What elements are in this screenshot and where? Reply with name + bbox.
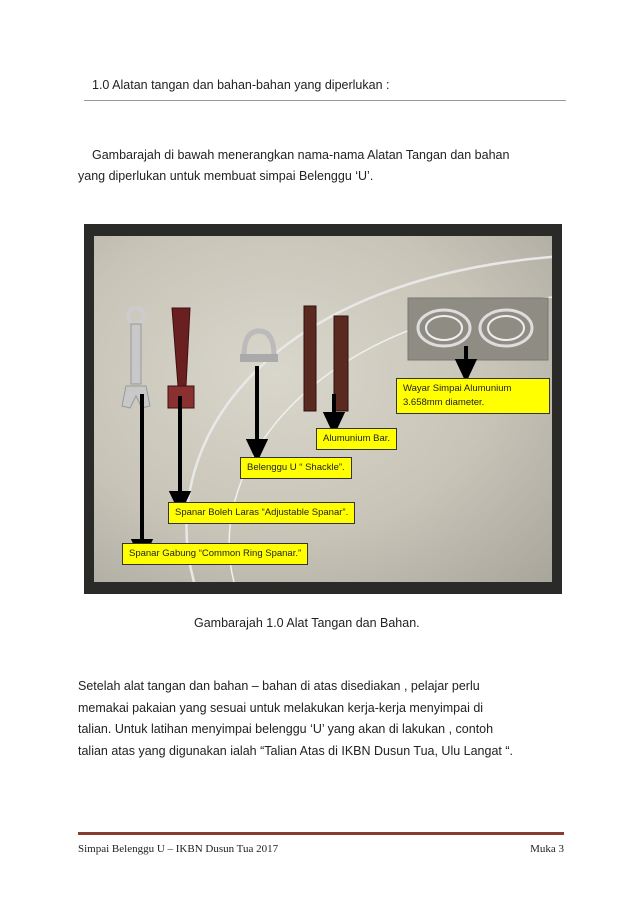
arrow-wire-head — [458, 361, 474, 378]
label-wayar — [396, 378, 550, 414]
body-line-2: memakai pakaian yang sesuai untuk melakukan kerja-kerja menyimpai di — [78, 700, 484, 715]
shackle-shape — [240, 331, 278, 362]
body-paragraph — [78, 676, 568, 762]
footer-title: Simpai Belenggu U – IKBN Dusun Tua 2017 — [78, 843, 279, 855]
aluminium-bar-1 — [304, 306, 316, 411]
figure-caption: Gambarajah 1.0 Alat Tangan dan Bahan. — [194, 616, 420, 630]
body-line-1: Setelah alat tangan dan bahan – bahan di atas disediakan , pelajar perlu — [78, 679, 480, 693]
label-aluminium-bar: Alumunium Bar. — [316, 428, 397, 450]
coiled-wire-inset — [408, 298, 548, 360]
heading-divider — [84, 100, 566, 101]
figure-photo-frame — [84, 224, 562, 594]
label-ring-spanner: Spanar Gabung “Common Ring Spanar.” — [122, 543, 308, 565]
arrow-shackle-head — [249, 441, 265, 458]
label-adjustable-spanner: Spanar Boleh Laras “Adjustable Spanar”. — [168, 502, 355, 524]
label-wayar-line-1: Wayar Simpai Alumunium — [403, 383, 512, 394]
body-line-3: talian. Untuk latihan menyimpai belenggu ‘U’ yang akan di lakukan , contoh — [78, 722, 494, 736]
intro-line-1: Gambarajah di bawah menerangkan nama-nama Alatan Tangan dan bahan — [92, 148, 510, 162]
body-line-4: talian atas yang digunakan ialah “Talian Atas di IKBN Dusun Tua, Ulu Langat “. — [78, 743, 513, 758]
intro-line-2: yang diperlukan untuk membuat simpai Belenggu ‘U’. — [78, 169, 374, 183]
label-shackle: Belenggu U “ Shackle”. — [240, 457, 352, 479]
page-number: Muka 3 — [530, 843, 564, 855]
intro-paragraph — [78, 145, 558, 187]
figure-photo — [94, 236, 552, 582]
ring-spanner-shape — [122, 308, 150, 408]
footer-divider — [78, 832, 564, 835]
adjustable-spanner-shape — [168, 308, 194, 408]
aluminium-bar-2 — [334, 316, 348, 411]
section-heading: 1.0 Alatan tangan dan bahan-bahan yang diperlukan : — [92, 78, 390, 92]
label-wayar-line-2: 3.658mm diameter. — [403, 397, 485, 408]
